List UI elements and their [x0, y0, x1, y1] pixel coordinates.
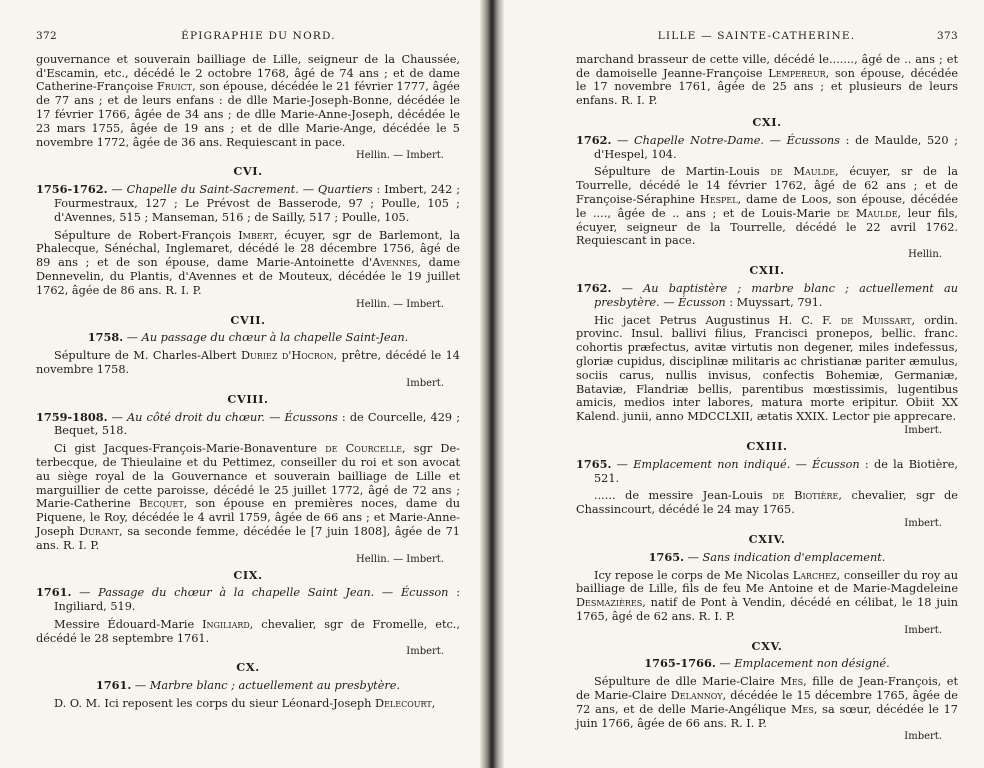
right-page	[504, 0, 984, 768]
signature: Hellin. — Imbert.	[356, 553, 444, 565]
continuation-paragraph-left: gouvernance et souverain bailliage de Lille, seigneur de la Chaussée, d'Escamin, etc., décédé le 2 octobre 1768, âgé de 74 ans ; et de dame Catherine-Françoise Fruict, son épouse, décédée le 21 février 1777, âgée de 77 ans ; et de leurs enfans : de dlle Marie-Joseph-Bonne, décédée le 17 février 1766, âgée de 34 ans ; de dlle Marie-Anne-Joseph, décédée le 23 mars 1755, âgée de 19 ans ; et de dlle Marie-Ange, décédée le 5 novembre 1772, âgée de 36 ans. Requiescant in pace.	[36, 52, 460, 149]
signature: Imbert.	[904, 731, 942, 743]
page-number-right: 373	[937, 30, 958, 42]
inscription-heading: 1761. — Marbre blanc ; actuellement au presbytère.	[95, 678, 401, 693]
inscription-heading: 1759-1808. — Au côté droit du chœur. — Écussons : de Courcelle, 429 ; Bequet, 518.	[36, 409, 461, 438]
inscription-number: CX.	[236, 660, 260, 675]
inscription-heading: 1762. — Au baptistère ; marbre blanc ; actuellement au presbytère. — Écusson : Muyssart, 791.	[576, 280, 959, 309]
running-title-right: LILLE — SAINTE-CATHERINE.	[657, 30, 856, 42]
inscription-text: Icy repose le corps de Me Nicolas Larchez, conseiller du roy au bailliage de Lille, fils de feu Me Antoine et de Marie-Magdeleine Desmazières, natif de Pont à Vendin, décédé en célibat, le 18 juin 1765, âgé de 62 ans. R. I. P.	[576, 568, 958, 623]
inscription-number: CXV.	[751, 638, 783, 653]
inscription-text: Sépulture de M. Charles-Albert Duriez d'Hocron, prêtre, décédé le 14 novembre 1758.	[36, 349, 460, 376]
signature: Hellin.	[908, 249, 942, 261]
inscription-number: CXIII.	[746, 438, 788, 453]
signature: Hellin. — Imbert.	[356, 150, 444, 162]
signature: Imbert.	[406, 377, 444, 389]
inscription-number: CVII.	[230, 312, 266, 327]
left-page	[0, 0, 480, 768]
inscription-text: Messire Édouard-Marie Ingiliard, chevalier, sgr de Fromelle, etc., décédé le 28 septembre 1761.	[36, 617, 460, 645]
signature: Hellin. — Imbert.	[356, 298, 444, 310]
running-head-right	[576, 30, 958, 44]
signature: Imbert.	[904, 517, 942, 529]
inscription-number: CXI.	[752, 114, 782, 129]
running-head-left	[36, 30, 460, 44]
inscription-number: CIX.	[233, 567, 263, 582]
inscription-text: D. O. M. Ici reposent les corps du sieur Léonard-Joseph Delecourt,	[54, 697, 436, 711]
inscription-heading: 1761. — Passage du chœur à la chapelle Saint Jean. — Écusson : Ingiliard, 519.	[36, 585, 460, 614]
continuation-paragraph-right: marchand brasseur de cette ville, décédé le......., âgé de .. ans ; et de damoiselle Jeanne-Françoise Lempereur, son épouse, décédée le 17 novembre 1761, âgée de 25 ans ; et plusieurs de leurs enfans. R. I. P.	[576, 52, 959, 108]
inscription-heading: 1765-1766. — Emplacement non désigné.	[644, 656, 890, 671]
inscription-text: Hic jacet Petrus Augustinus H. C. F. de Muissart, ordin. provinc. Insul. ballivi filius, Francisci pronepos, bellic. franc. cohortis præfectus, avitæ virtutis non degener, miles indefessus, gloriæ cupidus, disciplinæ militaris ac christianæ pariter æmulus, sociis carus, nullis invisus, confectis Bohemiæ, Germaniæ, Bataviæ, Flandriæ bellis, parentibus mœstissimis, lugentibus amicis, medios inter labores, matura morte eripitur. Obiit XX Kalend. junii, anno MDCCLXII, ætatis XXIX. Lector pie apprecare.	[576, 313, 958, 424]
inscription-number: CXII.	[749, 263, 785, 278]
inscription-text: Ci gist Jacques-François-Marie-Bonaventure de Courcelle, sgr De-terbecque, de Thieulaine et du Pettimez, conseiller du roi et son avocat au siège royal de la Gouvernance et souverain bailliage de Lille et marguillier de cette paroisse, décédé le 25 juillet 1772, âgé de 72 ans ; Marie-Catherine Becquet, son épouse en premières noces, dame du Piquene, le Roy, décédée le 4 avril 1759, âgée de 66 ans ; et Marie-Anne-Joseph Durant, sa seconde femme, décédée le [7 juin 1808], âgée de 71 ans. R. I. P.	[36, 442, 460, 552]
signature: Imbert.	[904, 624, 942, 636]
inscription-text: Sépulture de Martin-Louis de Maulde, écuyer, sr de la Tourrelle, décédé le 14 février 1762, âgé de 62 ans ; et de Françoise-Séraphine Hespel, dame de Loos, son épouse, décédée le ...., âgée de .. ans ; et de Louis-Marie de Maulde, leur fils, écuyer, seigneur de la Tourrelle, décédé le 22 avril 1762. Requiescant in pace.	[576, 165, 959, 248]
page-number-left: 372	[36, 30, 57, 42]
inscription-number: CVI.	[233, 164, 263, 179]
inscription-heading: 1756-1762. — Chapelle du Saint-Sacrement. — Quartiers : Imbert, 242 ; Fourmestraux, 127 ; Le Prévost de Basserode, 97 ; Poulle, 105 ; d'Avennes, 515 ; Manseman, 516 ; de Sailly, 517 ; Poulle, 105.	[36, 182, 460, 224]
inscription-text: Sépulture de dlle Marie-Claire Mes, fille de Jean-François, et de Marie-Claire Delannoy, décédée le 15 décembre 1765, âgée de 72 ans, et de delle Marie-Angélique Mes, sa sœur, décédée le 17 juin 1766, âgée de 66 ans. R. I. P.	[576, 675, 958, 730]
inscription-text: ...... de messire Jean-Louis de Biotière, chevalier, sgr de Chassincourt, décédé le 24 may 1765.	[576, 489, 958, 517]
running-title-left: ÉPIGRAPHIE DU NORD.	[181, 30, 336, 42]
inscription-text: Sépulture de Robert-François Imbert, écuyer, sgr de Barlemont, la Phalecque, Sénéchal, Inglemaret, décédé le 28 décembre 1756, âgé de 89 ans ; et de son épouse, dame Marie-Antoinette d'Avennes, dame Dennevelin, du Plantis, d'Avennes et de Mouteux, décédée le 19 juillet 1762, âgée de 86 ans. R. I. P.	[36, 228, 461, 297]
inscription-number: CVIII.	[227, 391, 269, 406]
signature: Imbert.	[904, 424, 942, 436]
inscription-heading: 1765. — Sans indication d'emplacement.	[648, 549, 886, 564]
inscription-heading: 1762. — Chapelle Notre-Dame. — Écussons : de Maulde, 520 ; d'Hespel, 104.	[576, 132, 959, 161]
inscription-number: CXIV.	[748, 531, 786, 546]
signature: Imbert.	[406, 646, 444, 658]
book-gutter	[480, 0, 504, 768]
inscription-heading: 1765. — Emplacement non indiqué. — Écusson : de la Biotière, 521.	[576, 456, 958, 485]
inscription-heading: 1758. — Au passage du chœur à la chapelle Saint-Jean.	[87, 330, 409, 345]
